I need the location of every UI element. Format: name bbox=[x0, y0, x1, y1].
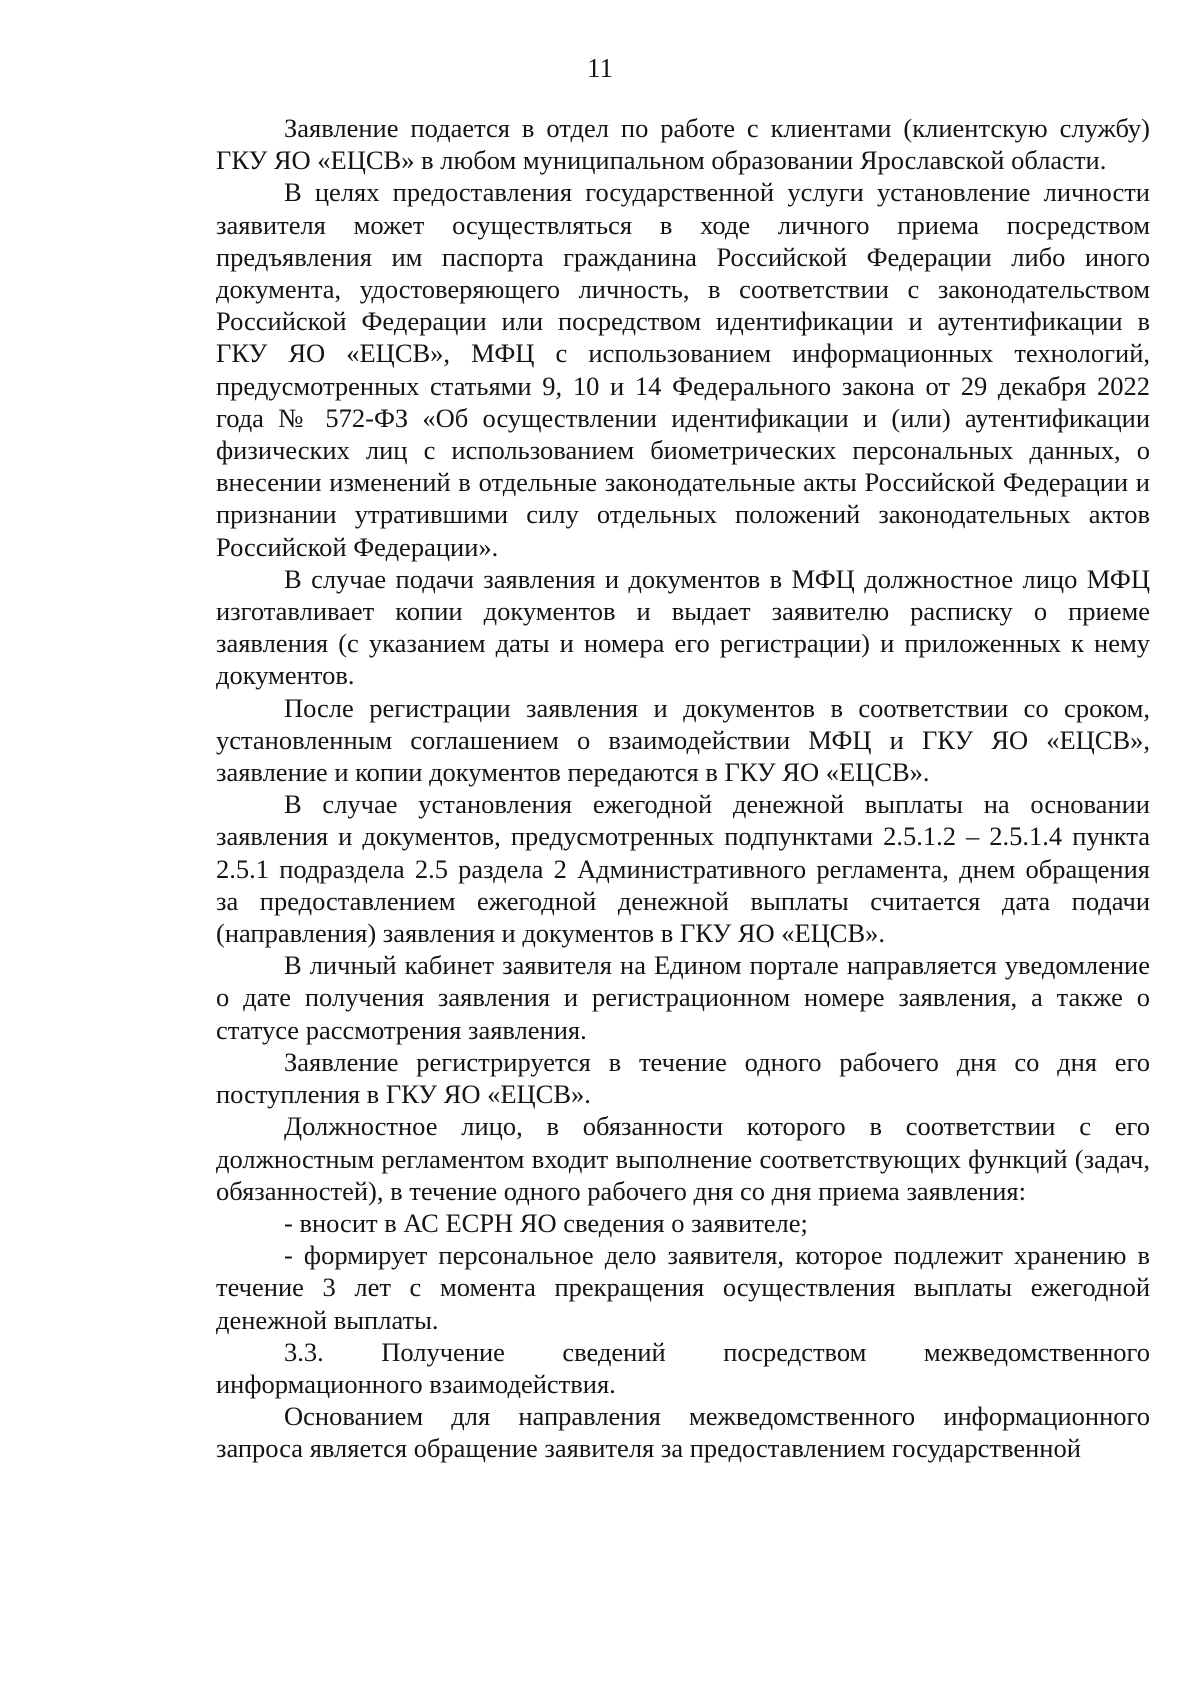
document-body bbox=[216, 112, 1150, 1465]
paragraph-mfc-submission: В случае подачи заявления и документов в МФЦ должностное лицо МФЦ изготавливает копии документов и выдает заявителю расписку о приеме заявления (с указанием даты и номера его регистрации) и приложенных к нему документов. bbox=[216, 563, 1150, 691]
paragraph-portal-notification: В личный кабинет заявителя на Едином портале направляется уведомление о дате получения заявления и регистрационном номере заявления, а также о статусе рассмотрения заявления. bbox=[216, 950, 1150, 1045]
paragraph-registration-term: Заявление регистрируется в течение одного рабочего дня со дня его поступления в ГКУ ЯО «ЕЦСВ». bbox=[216, 1046, 1150, 1110]
paragraph-interagency-request: Основанием для направления межведомственного информационного запроса является обращение заявителя за предоставлением государственной bbox=[216, 1401, 1150, 1464]
section-heading-3-3: 3.3. Получение сведений посредством межведомственного информационного взаимодействия. bbox=[216, 1336, 1150, 1399]
list-item-personal-file: - формирует персональное дело заявителя, которое подлежит хранению в течение 3 лет с момента прекращения осуществления выплаты ежегодной денежной выплаты. bbox=[216, 1240, 1150, 1335]
paragraph-application-date: В случае установления ежегодной денежной выплаты на основании заявления и документов, предусмотренных подпунктами 2.5.1.2 – 2.5.1.4 пункта 2.5.1 подраздела 2.5 раздела 2 Административного регламента, днем обращения за предоставлением ежегодной денежной выплаты считается дата подачи (направления) заявления и документов в ГКУ ЯО «ЕЦСВ». bbox=[216, 789, 1150, 949]
paragraph-registration-transfer: После регистрации заявления и документов в соответствии со сроком, установленным соглашением о взаимодействии МФЦ и ГКУ ЯО «ЕЦСВ», заявление и копии документов передаются в ГКУ ЯО «ЕЦСВ». bbox=[216, 692, 1150, 788]
paragraph-identity-verification: В целях предоставления государственной услуги установление личности заявителя может осуществляться в ходе личного приема посредством предъявления им паспорта гражданина Российской Федерации либо иного документа, удостоверяющего личность, в соответствии с законодательством Российской Федерации или посредством идентификации и аутентификации в ГКУ ЯО «ЕЦСВ», МФЦ с использованием информационных технологий, предусмотренных статьями 9, 10 и 14 Федерального закона от 29 декабря 2022 года № 572-ФЗ «Об осуществлении идентификации и (или) аутентификации физических лиц с использованием биометрических персональных данных, о внесении изменений в отдельные законодательные акты Российской Федерации и признании утратившими силу отдельных положений законодательных актов Российской Федерации». bbox=[216, 177, 1150, 562]
page-number: 11 bbox=[587, 53, 613, 83]
list-item-enter-data: - вносит в АС ЕСРН ЯО сведения о заявителе; bbox=[284, 1207, 808, 1238]
paragraph-official-duties: Должностное лицо, в обязанности которого в соответствии с его должностным регламентом входит выполнение соответствующих функций (задач, обязанностей), в течение одного рабочего дня со дня приема заявления: bbox=[216, 1111, 1150, 1206]
paragraph-application-submission: Заявление подается в отдел по работе с клиентами (клиентскую службу) ГКУ ЯО «ЕЦСВ» в любом муниципальном образовании Ярославской области. bbox=[216, 113, 1150, 176]
